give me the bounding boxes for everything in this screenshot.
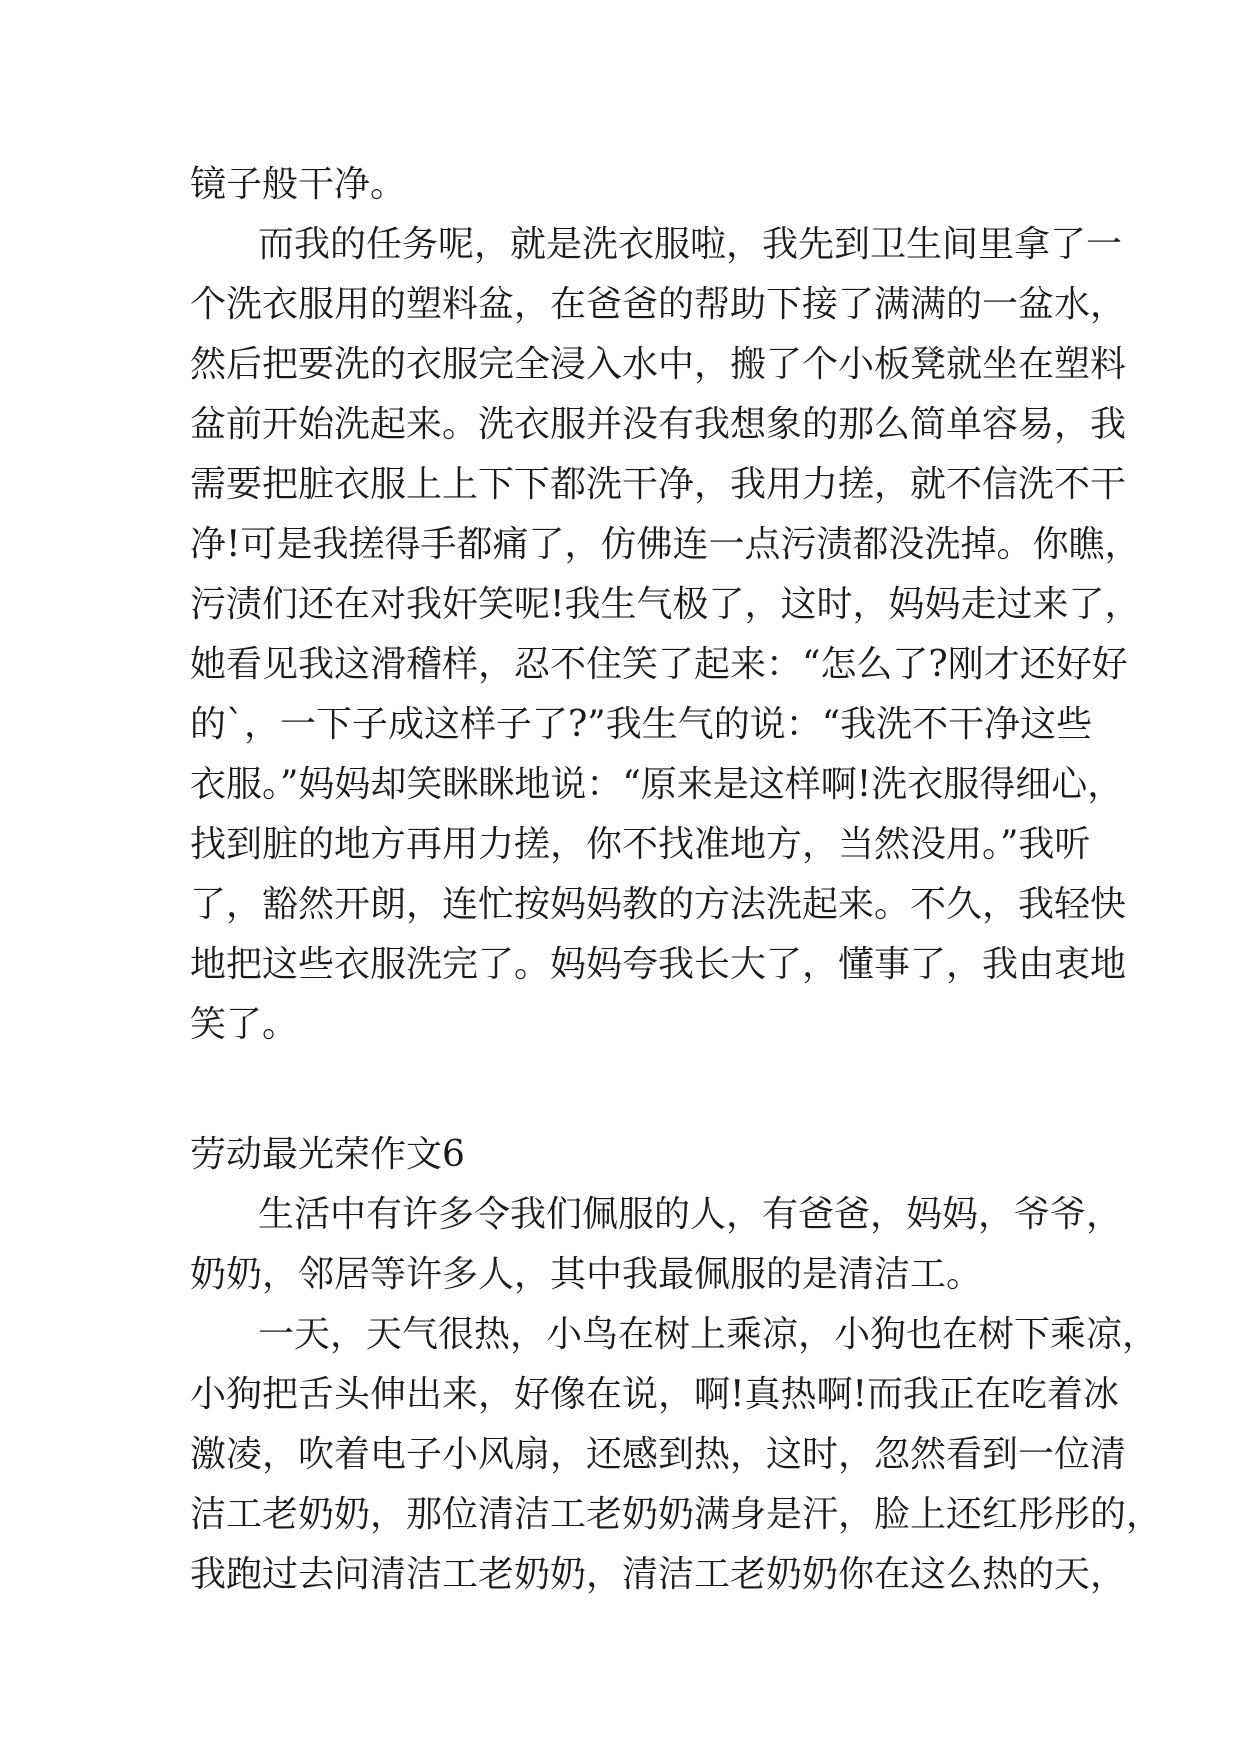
paragraph-line: 笑了。 [190, 1004, 299, 1045]
paragraph-line: 需要把脏衣服上上下下都洗干净，我用力搓，就不信洗不干 [190, 464, 1127, 505]
paragraph-line: 小狗把舌头伸出来，好像在说，啊!真热啊!而我正在吃着冰 [190, 1374, 1119, 1415]
paragraph-line: 她看见我这滑稽样，忍不住笑了起来：“怎么了?刚才还好好 [190, 644, 1128, 685]
section-heading: 劳动最光荣作文6 [190, 1134, 465, 1175]
paragraph-line: 找到脏的地方再用力搓，你不找准地方，当然没用。”我听 [190, 824, 1091, 865]
paragraph-line: 生活中有许多令我们佩服的人，有爸爸，妈妈，爷爷， [258, 1194, 1123, 1235]
paragraph-line: 个洗衣服用的塑料盆，在爸爸的帮助下接了满满的一盆水， [190, 284, 1127, 325]
paragraph-line: 的`，一下子成这样子了?”我生气的说：“我洗不干净这些 [190, 704, 1093, 745]
paragraph-line: 我跑过去问清洁工老奶奶，清洁工老奶奶你在这么热的天， [190, 1554, 1127, 1595]
paragraph-line: 地把这些衣服洗完了。妈妈夸我长大了，懂事了，我由衷地 [190, 944, 1127, 985]
paragraph-line: 激凌，吹着电子小风扇，还感到热，这时，忽然看到一位清 [190, 1434, 1127, 1475]
paragraph-line: 奶奶，邻居等许多人，其中我最佩服的是清洁工。 [190, 1254, 983, 1295]
paragraph-line: 一天，天气很热，小鸟在树上乘凉，小狗也在树下乘凉， [258, 1314, 1159, 1355]
paragraph-line: 而我的任务呢，就是洗衣服啦，我先到卫生间里拿了一 [258, 224, 1123, 265]
paragraph-line: 了，豁然开朗，连忙按妈妈教的方法洗起来。不久，我轻快 [190, 884, 1127, 925]
paragraph-line: 镜子般干净。 [190, 164, 407, 205]
paragraph-line: 然后把要洗的衣服完全浸入水中，搬了个小板凳就坐在塑料 [190, 344, 1127, 385]
paragraph-line: 盆前开始洗起来。洗衣服并没有我想象的那么简单容易，我 [190, 404, 1127, 445]
paragraph-line: 洁工老奶奶，那位清洁工老奶奶满身是汗，脸上还红彤彤的， [190, 1494, 1163, 1535]
paragraph-line: 衣服。”妈妈却笑眯眯地说：“原来是这样啊!洗衣服得细心， [190, 764, 1124, 805]
paragraph-line: 净!可是我搓得手都痛了，仿佛连一点污渍都没洗掉。你瞧， [190, 524, 1141, 565]
paragraph-line: 污渍们还在对我奸笑呢!我生气极了，这时，妈妈走过来了， [190, 584, 1141, 625]
